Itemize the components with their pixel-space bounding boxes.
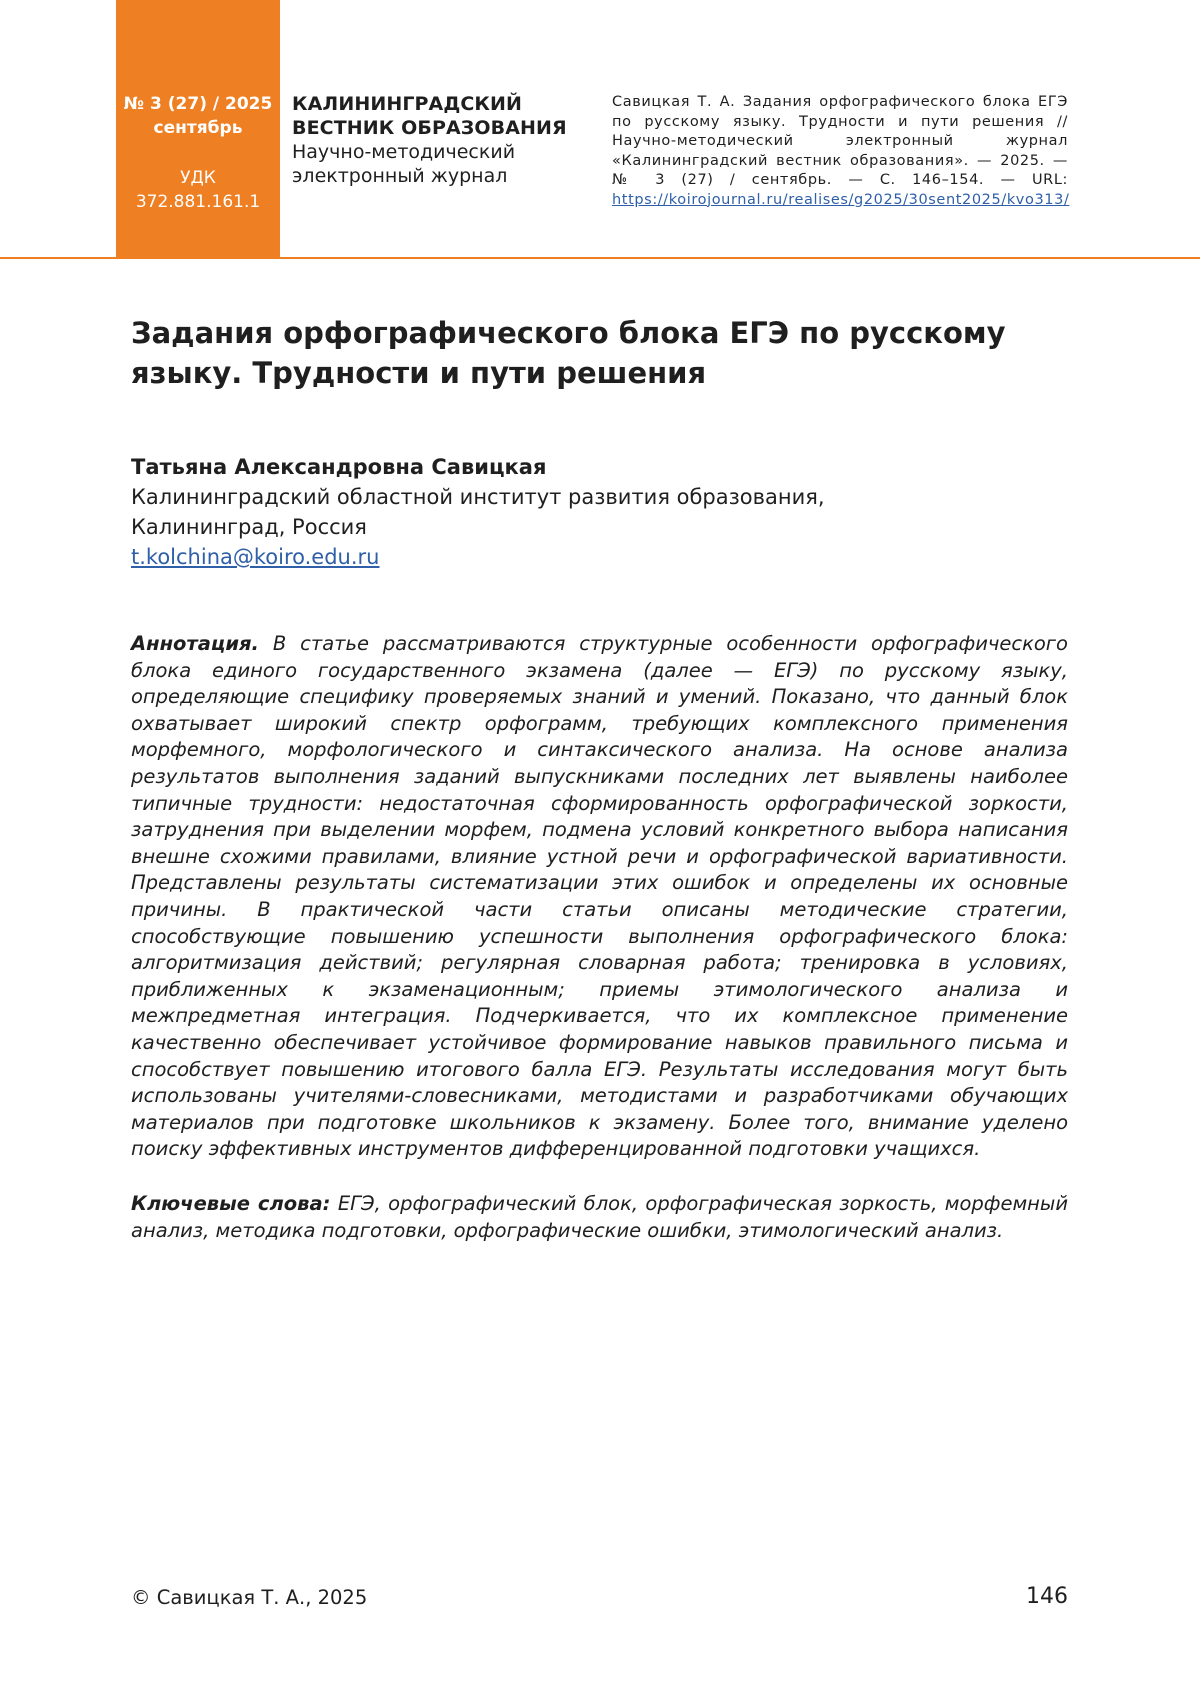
abstract-label: Аннотация. — [131, 632, 259, 655]
keywords — [131, 1191, 1068, 1244]
header-divider — [0, 257, 1200, 259]
author-email-link[interactable]: t.kolchina@koiro.edu.ru — [131, 545, 380, 569]
abstract — [131, 631, 1068, 1163]
journal-name — [292, 92, 592, 188]
citation-text: Савицкая Т. А. Задания орфографического блока ЕГЭ по русскому языку. Трудности и пути решения // Научно-методический электронный журнал «Калининградский вестник образования». — 2025. — № 3 (27) / сентябрь. — С. 146–154. — URL: — [612, 94, 1068, 188]
issue-info-block — [116, 0, 280, 258]
affiliation-line1: Калининградский областной институт развития образования, — [131, 485, 825, 509]
affiliation-line2: Калининград, Россия — [131, 515, 367, 539]
author-block — [131, 452, 1031, 572]
citation-link[interactable]: https://koirojournal.ru/realises/g2025/30sent2025/kvo313/ — [612, 191, 1070, 208]
keywords-label: Ключевые слова: — [131, 1192, 331, 1215]
abstract-text: В статье рассматриваются структурные особенности орфографического блока единого государственного экзамена (далее — ЕГЭ) по русскому языку, определяющие специфику проверяемых знаний и умений. Показано, что данный блок охватывает широкий спектр орфограмм, требующих комплексного применения морфемного, морфологического и синтаксического анализа. На основе анализа результатов выполнения заданий выпускниками последних лет выявлены наиболее типичные трудности: недостаточная сформированность орфографической зоркости, затруднения при выделении морфем, подмена условий конкретного выбора написания внешне схожими правилами, влияние устной речи и орфографической вариативности. Представлены результаты систематизации этих ошибок и определены их основные причины. В практической части статьи описаны методические стратегии, способствующие повышению успешности выполнения орфографического блока: алгоритмизация действий; регулярная словарная работа; тренировка в условиях, приближенных к экзаменационным; приемы этимологического анализа и межпредметная интеграция. Подчеркивается, что их комплексное применение качественно обеспечивает устойчивое формирование навыков правильного письма и способствует повышению итогового балла ЕГЭ. Результаты исследования могут быть использованы учителями-словесниками, методистами и разработчиками обучающих материалов при подготовке школьников к экзамену. Более того, внимание уделено поиску эффективных инструментов дифференцированной подготовки учащихся. — [131, 632, 1068, 1161]
page-number: 146 — [1026, 1584, 1068, 1609]
author-name: Татьяна Александровна Савицкая — [131, 455, 547, 479]
copyright: © Савицкая Т. А., 2025 — [131, 1586, 368, 1609]
issue-number: № 3 (27) / 2025 — [123, 94, 273, 114]
issue-month: сентябрь — [153, 118, 243, 138]
journal-subtitle-line1: Научно-методический — [292, 141, 516, 163]
udk-label: УДК — [180, 168, 216, 188]
keywords-text: ЕГЭ, орфографический блок, орфографическая зоркость, морфемный анализ, методика подготовки, орфографические ошибки, этимологический анализ. — [131, 1192, 1068, 1242]
journal-title-line1: КАЛИНИНГРАДСКИЙ — [292, 93, 523, 115]
udk-code: 372.881.161.1 — [135, 192, 261, 212]
citation — [612, 93, 1068, 210]
journal-subtitle-line2: электронный журнал — [292, 165, 508, 187]
journal-title-line2: ВЕСТНИК ОБРАЗОВАНИЯ — [292, 117, 567, 139]
article-title: Задания орфографического блока ЕГЭ по русскому языку. Трудности и пути решения — [131, 316, 1006, 390]
